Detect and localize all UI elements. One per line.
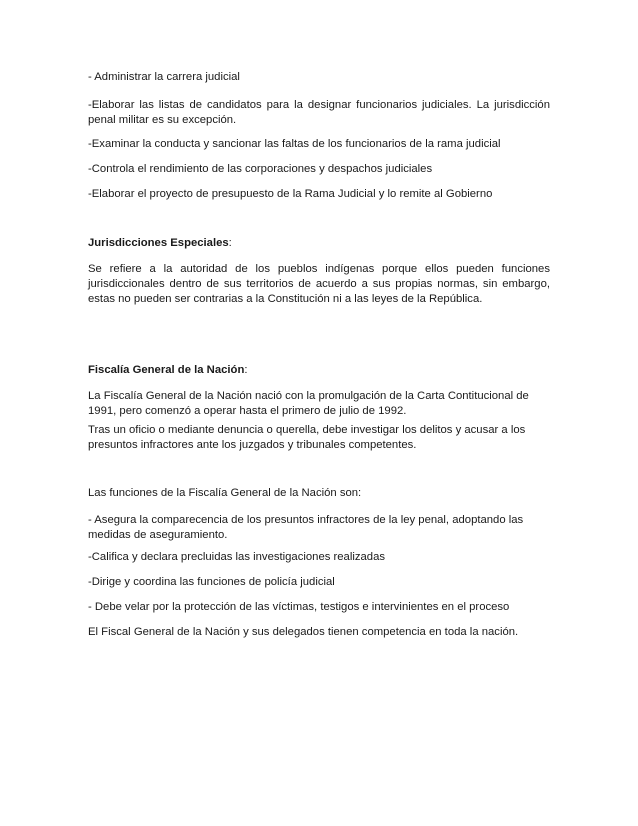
list-item-dirige-coordina: -Dirige y coordina las funciones de policía judicial <box>88 576 335 588</box>
heading-jurisdicciones-especiales-text: Jurisdicciones Especiales <box>88 237 229 249</box>
heading-jurisdicciones-especiales <box>88 236 550 251</box>
paragraph-funciones-intro: Las funciones de la Fiscalía General de la Nación son: <box>88 487 362 499</box>
list-item-elaborar-presupuesto: -Elaborar el proyecto de presupuesto de la Rama Judicial y lo remite al Gobierno <box>88 188 493 200</box>
paragraph-jurisdicciones-especiales: Se refiere a la autoridad de los pueblos indígenas porque ellos pueden funciones jurisdiccionales dentro de sus territorios de acuerdo a sus propias normas, sin embargo, estas no pueden ser contrarias a la Constitución ni a las leyes de la República. <box>88 263 550 305</box>
heading-colon: : <box>228 237 232 249</box>
heading-fiscalia-general <box>88 363 550 378</box>
list-item-debe-velar: - Debe velar por la protección de las víctimas, testigos e intervinientes en el proceso <box>88 601 510 613</box>
heading-colon: : <box>244 364 248 376</box>
paragraph-fiscal-competencia: El Fiscal General de la Nación y sus delegados tienen competencia en toda la nación. <box>88 626 519 638</box>
list-item-elaborar-listas: -Elaborar las listas de candidatos para la designar funcionarios judiciales. La jurisdicción penal militar es su excepción. <box>88 99 550 126</box>
list-item-examinar-conducta: -Examinar la conducta y sancionar las faltas de los funcionarios de la rama judicial <box>88 138 501 150</box>
list-item-asegura-comparecencia: - Asegura la comparecencia de los presuntos infractores de la ley penal, adoptando las medidas de aseguramiento. <box>88 514 524 541</box>
list-item-controla-rendimiento: -Controla el rendimiento de las corporaciones y despachos judiciales <box>88 163 433 175</box>
heading-fiscalia-general-text: Fiscalía General de la Nación <box>88 364 245 376</box>
paragraph-fiscalia-investigar: Tras un oficio o mediante denuncia o querella, debe investigar los delitos y acusar a los presuntos infractores ante los juzgados y tribunales competentes. <box>88 424 526 451</box>
list-item-califica-declara: -Califica y declara precluidas las investigaciones realizadas <box>88 551 386 563</box>
list-item-administrar-carrera: - Administrar la carrera judicial <box>88 71 240 83</box>
paragraph-fiscalia-origen: La Fiscalía General de la Nación nació con la promulgación de la Carta Contitucional de 1991, pero comenzó a operar hasta el primero de julio de 1992. <box>88 390 529 417</box>
